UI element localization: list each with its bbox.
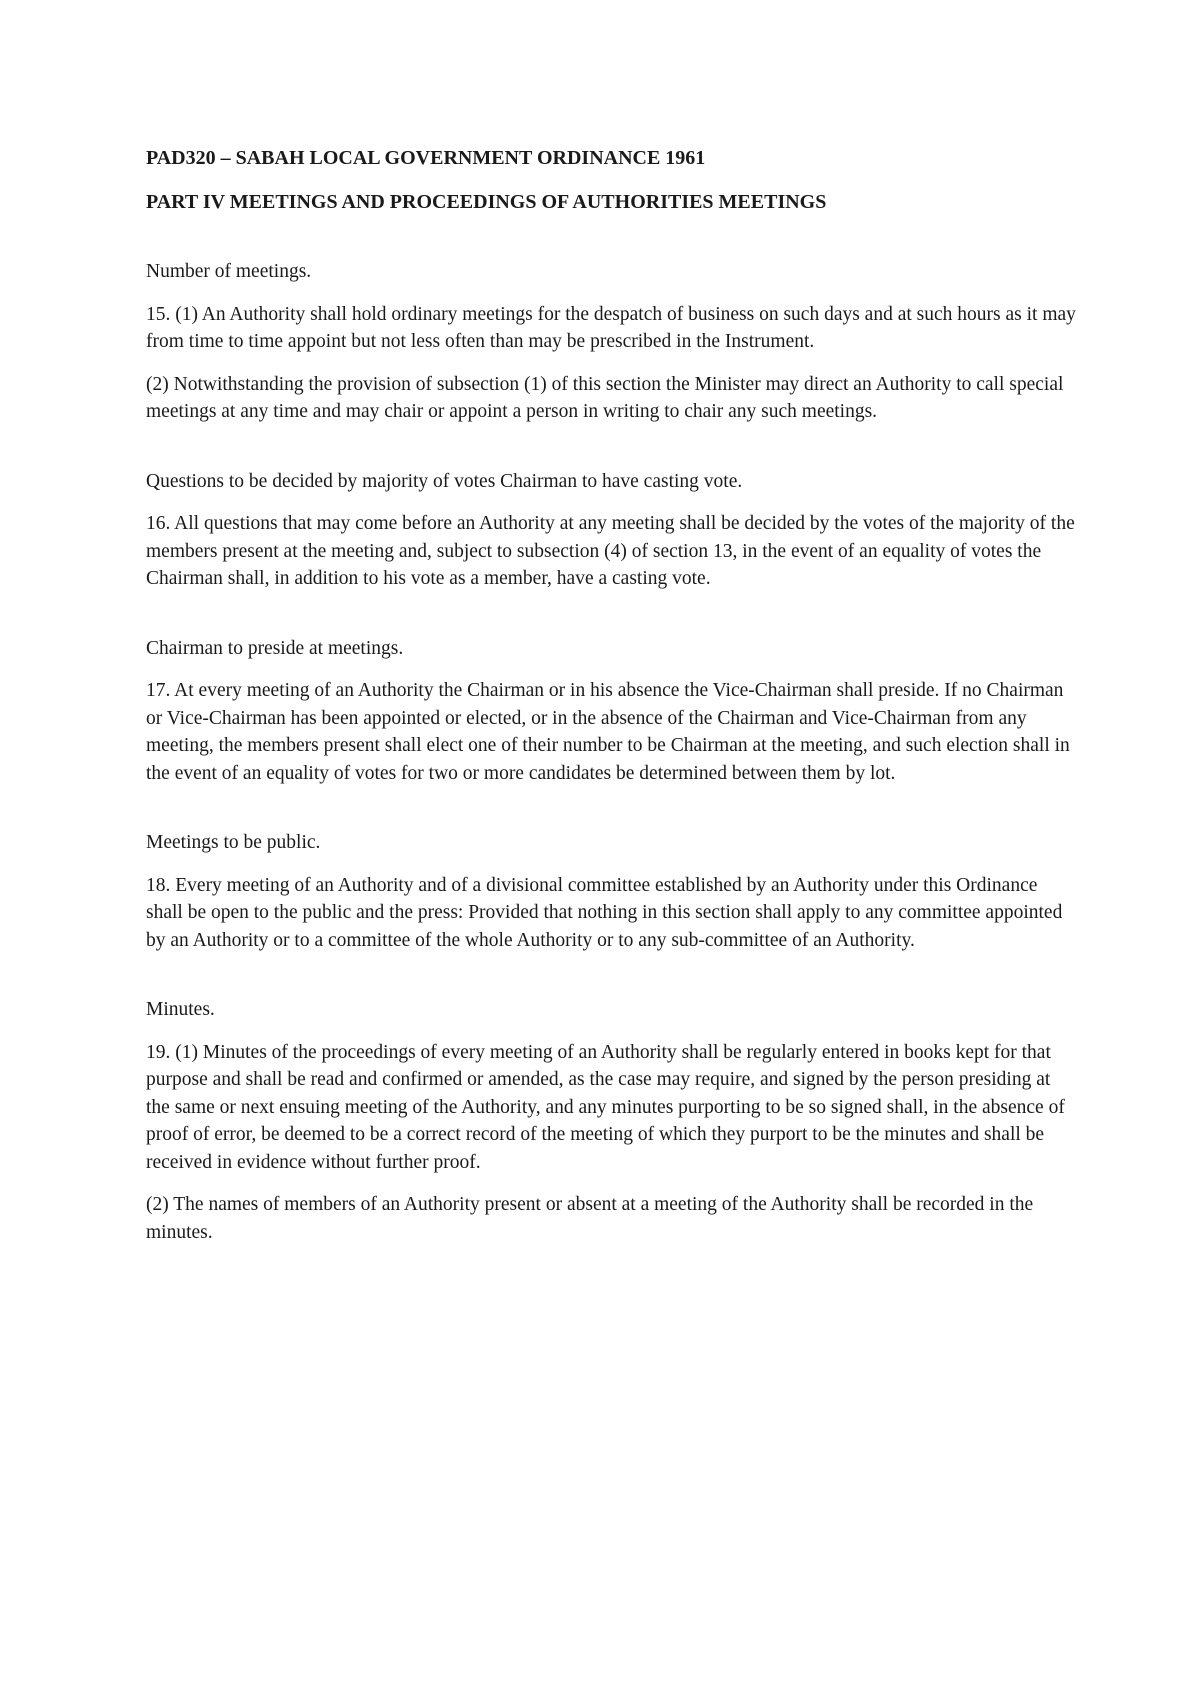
section-paragraph: (2) The names of members of an Authority present or absent at a meeting of the Authority shall be recorded in the minutes.	[146, 1194, 1034, 1243]
section-title: Questions to be decided by majority of votes Chairman to have casting vote.	[146, 470, 743, 492]
section-title: Minutes.	[146, 999, 215, 1020]
section-meetings-public	[146, 829, 1076, 954]
section-paragraph: (2) Notwithstanding the provision of subsection (1) of this section the Minister may direct an Authority to call special meetings at any time and may chair or appoint a person in writing to chair any such meetings.	[146, 373, 1064, 422]
section-title: Number of meetings.	[146, 261, 312, 282]
section-paragraph: 16. All questions that may come before an Authority at any meeting shall be decided by the votes of the majority of the members present at the meeting and, subject to subsection (4) of section 13, in the event of an equality of votes the Chairman shall, in addition to his vote as a member, have a casting vote.	[146, 513, 1075, 589]
section-majority-votes	[146, 468, 1076, 593]
section-paragraph: 19. (1) Minutes of the proceedings of every meeting of an Authority shall be regularly entered in books kept for that purpose and shall be read and confirmed or amended, as the case may require, and signed by the person presiding at the same or next ensuing meeting of the Authority, and any minutes purporting to be so signed shall, in the absence of proof of error, be deemed to be a correct record of the meeting of which they purport to be the minutes and shall be received in evidence without further proof.	[146, 1041, 1065, 1173]
section-number-of-meetings	[146, 258, 1076, 426]
section-minutes	[146, 996, 1076, 1246]
section-paragraph: 18. Every meeting of an Authority and of a divisional committee established by an Authority under this Ordinance shall be open to the public and the press: Provided that nothing in this section shall apply to any committee appointed by an Authority or to a committee of the whole Authority or to any sub-committee of an Authority.	[146, 874, 1063, 951]
section-paragraph: 17. At every meeting of an Authority the Chairman or in his absence the Vice-Chairman shall preside. If no Chairman or Vice-Chairman has been appointed or elected, or in the absence of the Chairman and Vice-Chairman from any meeting, the members present shall elect one of their number to be Chairman at the meeting, and such election shall in the event of an equality of votes for two or more candidates be determined between them by lot.	[146, 680, 1070, 784]
section-paragraph: 15. (1) An Authority shall hold ordinary meetings for the despatch of business on such days and at such hours as it may from time to time appoint but not less often than may be prescribed in the Instrument.	[146, 303, 1076, 352]
section-title: Chairman to preside at meetings.	[146, 637, 404, 659]
document-body	[146, 144, 1076, 1288]
section-title: Meetings to be public.	[146, 832, 321, 853]
section-chairman-preside	[146, 635, 1076, 788]
part-heading: PART IV MEETINGS AND PROCEEDINGS OF AUTHORITIES MEETINGS	[146, 191, 827, 213]
document-title: PAD320 – SABAH LOCAL GOVERNMENT ORDINANCE 1961	[146, 147, 706, 169]
